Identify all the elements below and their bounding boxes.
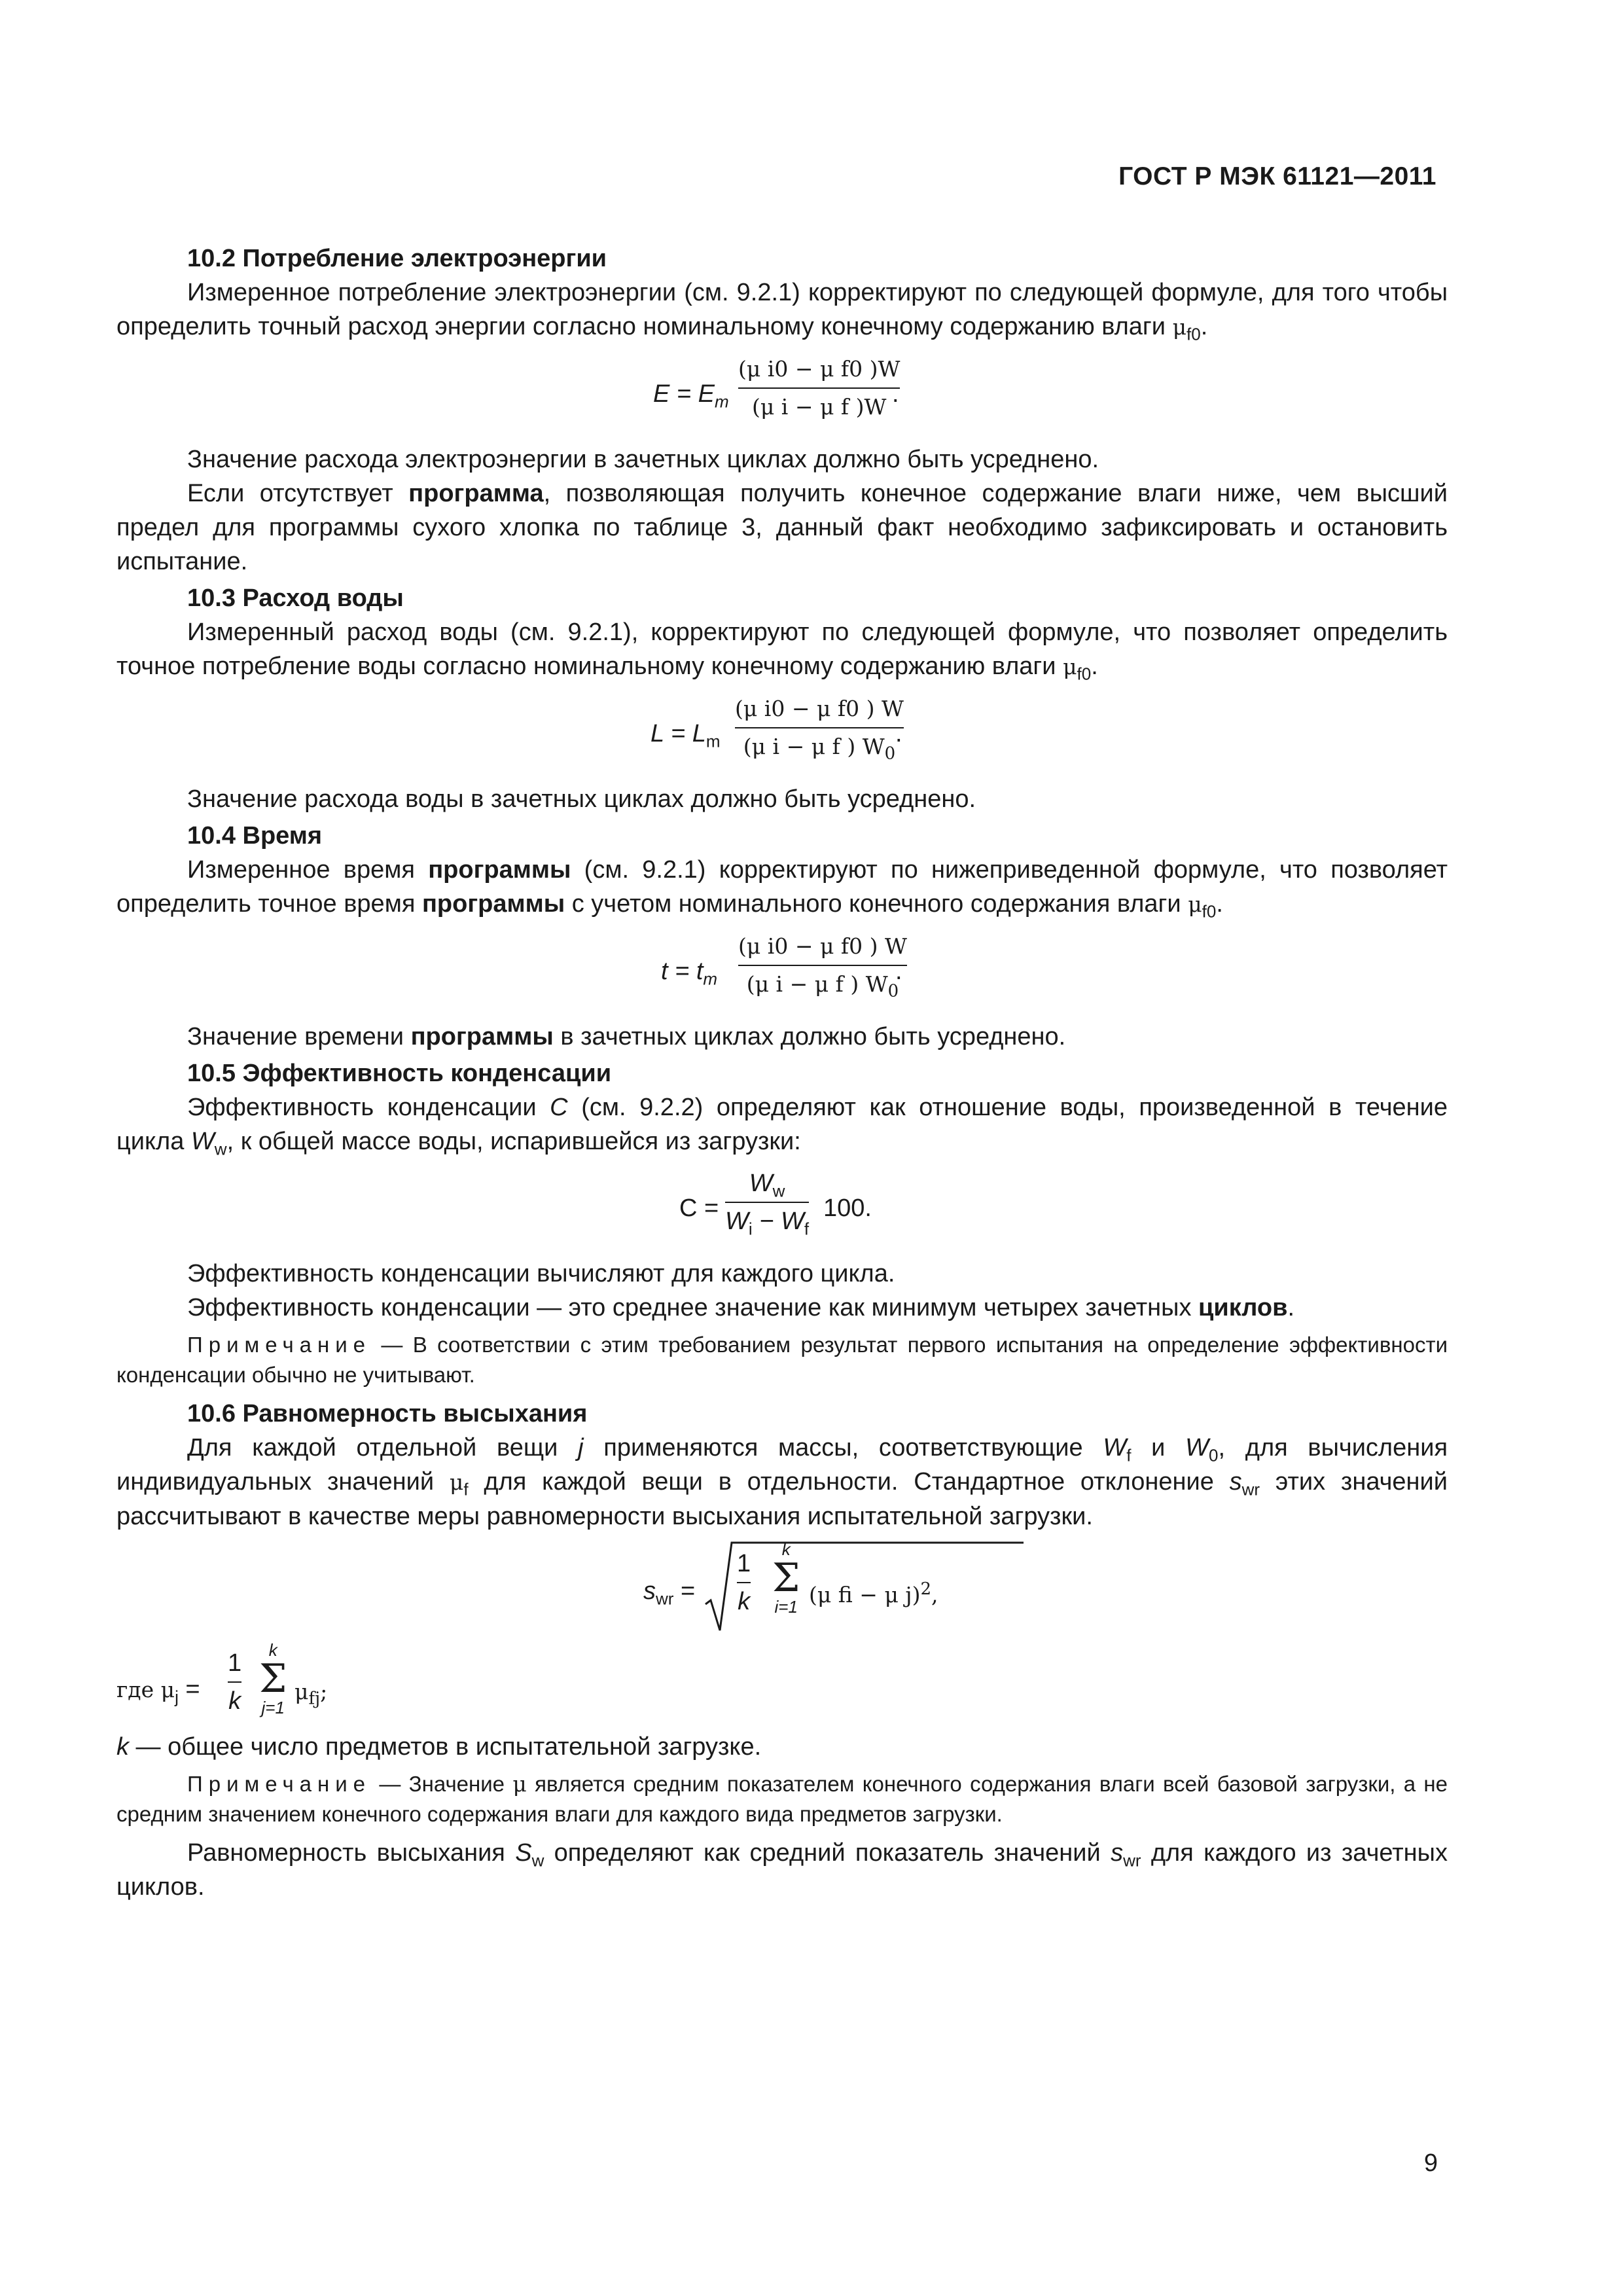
paragraph: Значение расхода электроэнергии в зачетных циклах должно быть усреднено. <box>187 446 1099 473</box>
paragraph: Значение расхода воды в зачетных циклах должно быть усреднено. <box>187 785 976 813</box>
paragraph: Измеренный расход воды (см. 9.2.1), корректируют по следующей формуле, что позволяет определить точное потребление воды согласно номинальному конечному содержанию влаги $\mu_{f0}$. <box>116 619 1448 684</box>
formula-std-deviation: $s_{wr}$ = 1 k k Σ i=1 (μ fi − μ j)$^2$, <box>116 1534 1448 1645</box>
paragraph: Значение времени программы в зачетных циклах должно быть усреднено. <box>187 1023 1066 1050</box>
section-heading-10-2: 10.2 Потребление электроэнергии <box>187 245 607 272</box>
section-heading-10-4: 10.4 Время <box>187 822 323 850</box>
paragraph: Эффективность конденсации C (см. 9.2.2) определяют как отношение воды, произведенной в течение цикла $W_w$, к общей массе воды, испарившейся из загрузки: <box>116 1094 1448 1159</box>
paragraph: Эффективность конденсации вычисляют для каждого цикла. <box>187 1260 895 1287</box>
paragraph: Равномерность высыхания $S_w$ определяют как средний показатель значений $s_{wr}$ для каждого из зачетных циклов. <box>116 1839 1448 1901</box>
formula-condensation: C = $W_w$ $W_i - W_f$ 100. <box>679 1170 872 1239</box>
paragraph: Измеренное время программы (см. 9.2.1) корректируют по нижеприведенной формуле, что позволяет определить точное время программы с учетом номинального конечного содержания влаги $\mu_{f0}$. <box>116 856 1448 922</box>
page-number: 9 <box>1423 2149 1438 2177</box>
section-heading-10-6: 10.6 Равномерность высыхания <box>187 1400 588 1427</box>
formula-time: $t = t_m$ (μ i0 − μ f0 ) W (μ i − μ f ) $W_0$ . <box>661 933 907 1001</box>
paragraph: Если отсутствует программа, позволяющая получить конечное содержание влаги ниже, чем высший предел для программы сухого хлопка по таблице 3, данный факт необходимо зафиксировать и остановить испытание. <box>116 480 1448 575</box>
paragraph: Эффективность конденсации — это среднее значение как минимум четырех зачетных циклов. <box>187 1294 1294 1321</box>
section-heading-10-5: 10.5 Эффективность конденсации <box>187 1060 612 1087</box>
document-header: ГОСТ Р МЭК 61121—2011 <box>1118 162 1436 190</box>
paragraph: Измеренное потребление электроэнергии (см. 9.2.1) корректируют по следующей формуле, для того чтобы определить точный расход энергии согласно номинальному конечному содержанию влаги $\mu_{f0}$. <box>116 279 1448 344</box>
formula-energy: $E = E_m$ (μ i0 − μ f0 )W (μ i − μ f )W . <box>653 356 901 420</box>
note: Примечание — Значение μ является средним показателем конечного содержания влаги всей базовой загрузки, а не средним значением конечного содержания влаги для каждого вида предметов загрузки. <box>116 1771 1448 1826</box>
page-content <box>116 239 1448 1904</box>
formula-water: $L = L_m$ (μ i0 − μ f0 ) W (μ i − μ f ) $W_0$ . <box>651 696 904 764</box>
paragraph: k — общее число предметов в испытательной загрузке. <box>116 1733 762 1761</box>
formula-mean: где $\mu_j$ = 1 k k Σ j=1 $\mu_{fj}$; <box>116 1640 328 1717</box>
note: Примечание — В соответствии с этим требованием результат первого испытания на определение эффективности конденсации обычно не учитывают. <box>116 1333 1448 1387</box>
section-heading-10-3: 10.3 Расход воды <box>187 584 404 612</box>
paragraph: Для каждой отдельной вещи j применяются массы, соответствующие $W_f$ и $W_0$, для вычисления индивидуальных значений $\mu_f$ для каждой вещи в отдельности. Стандартное отклонение $s_{wr}$ этих значений рассчитывают в качестве меры равномерности высыхания испытательной загрузки. <box>116 1434 1448 1530</box>
